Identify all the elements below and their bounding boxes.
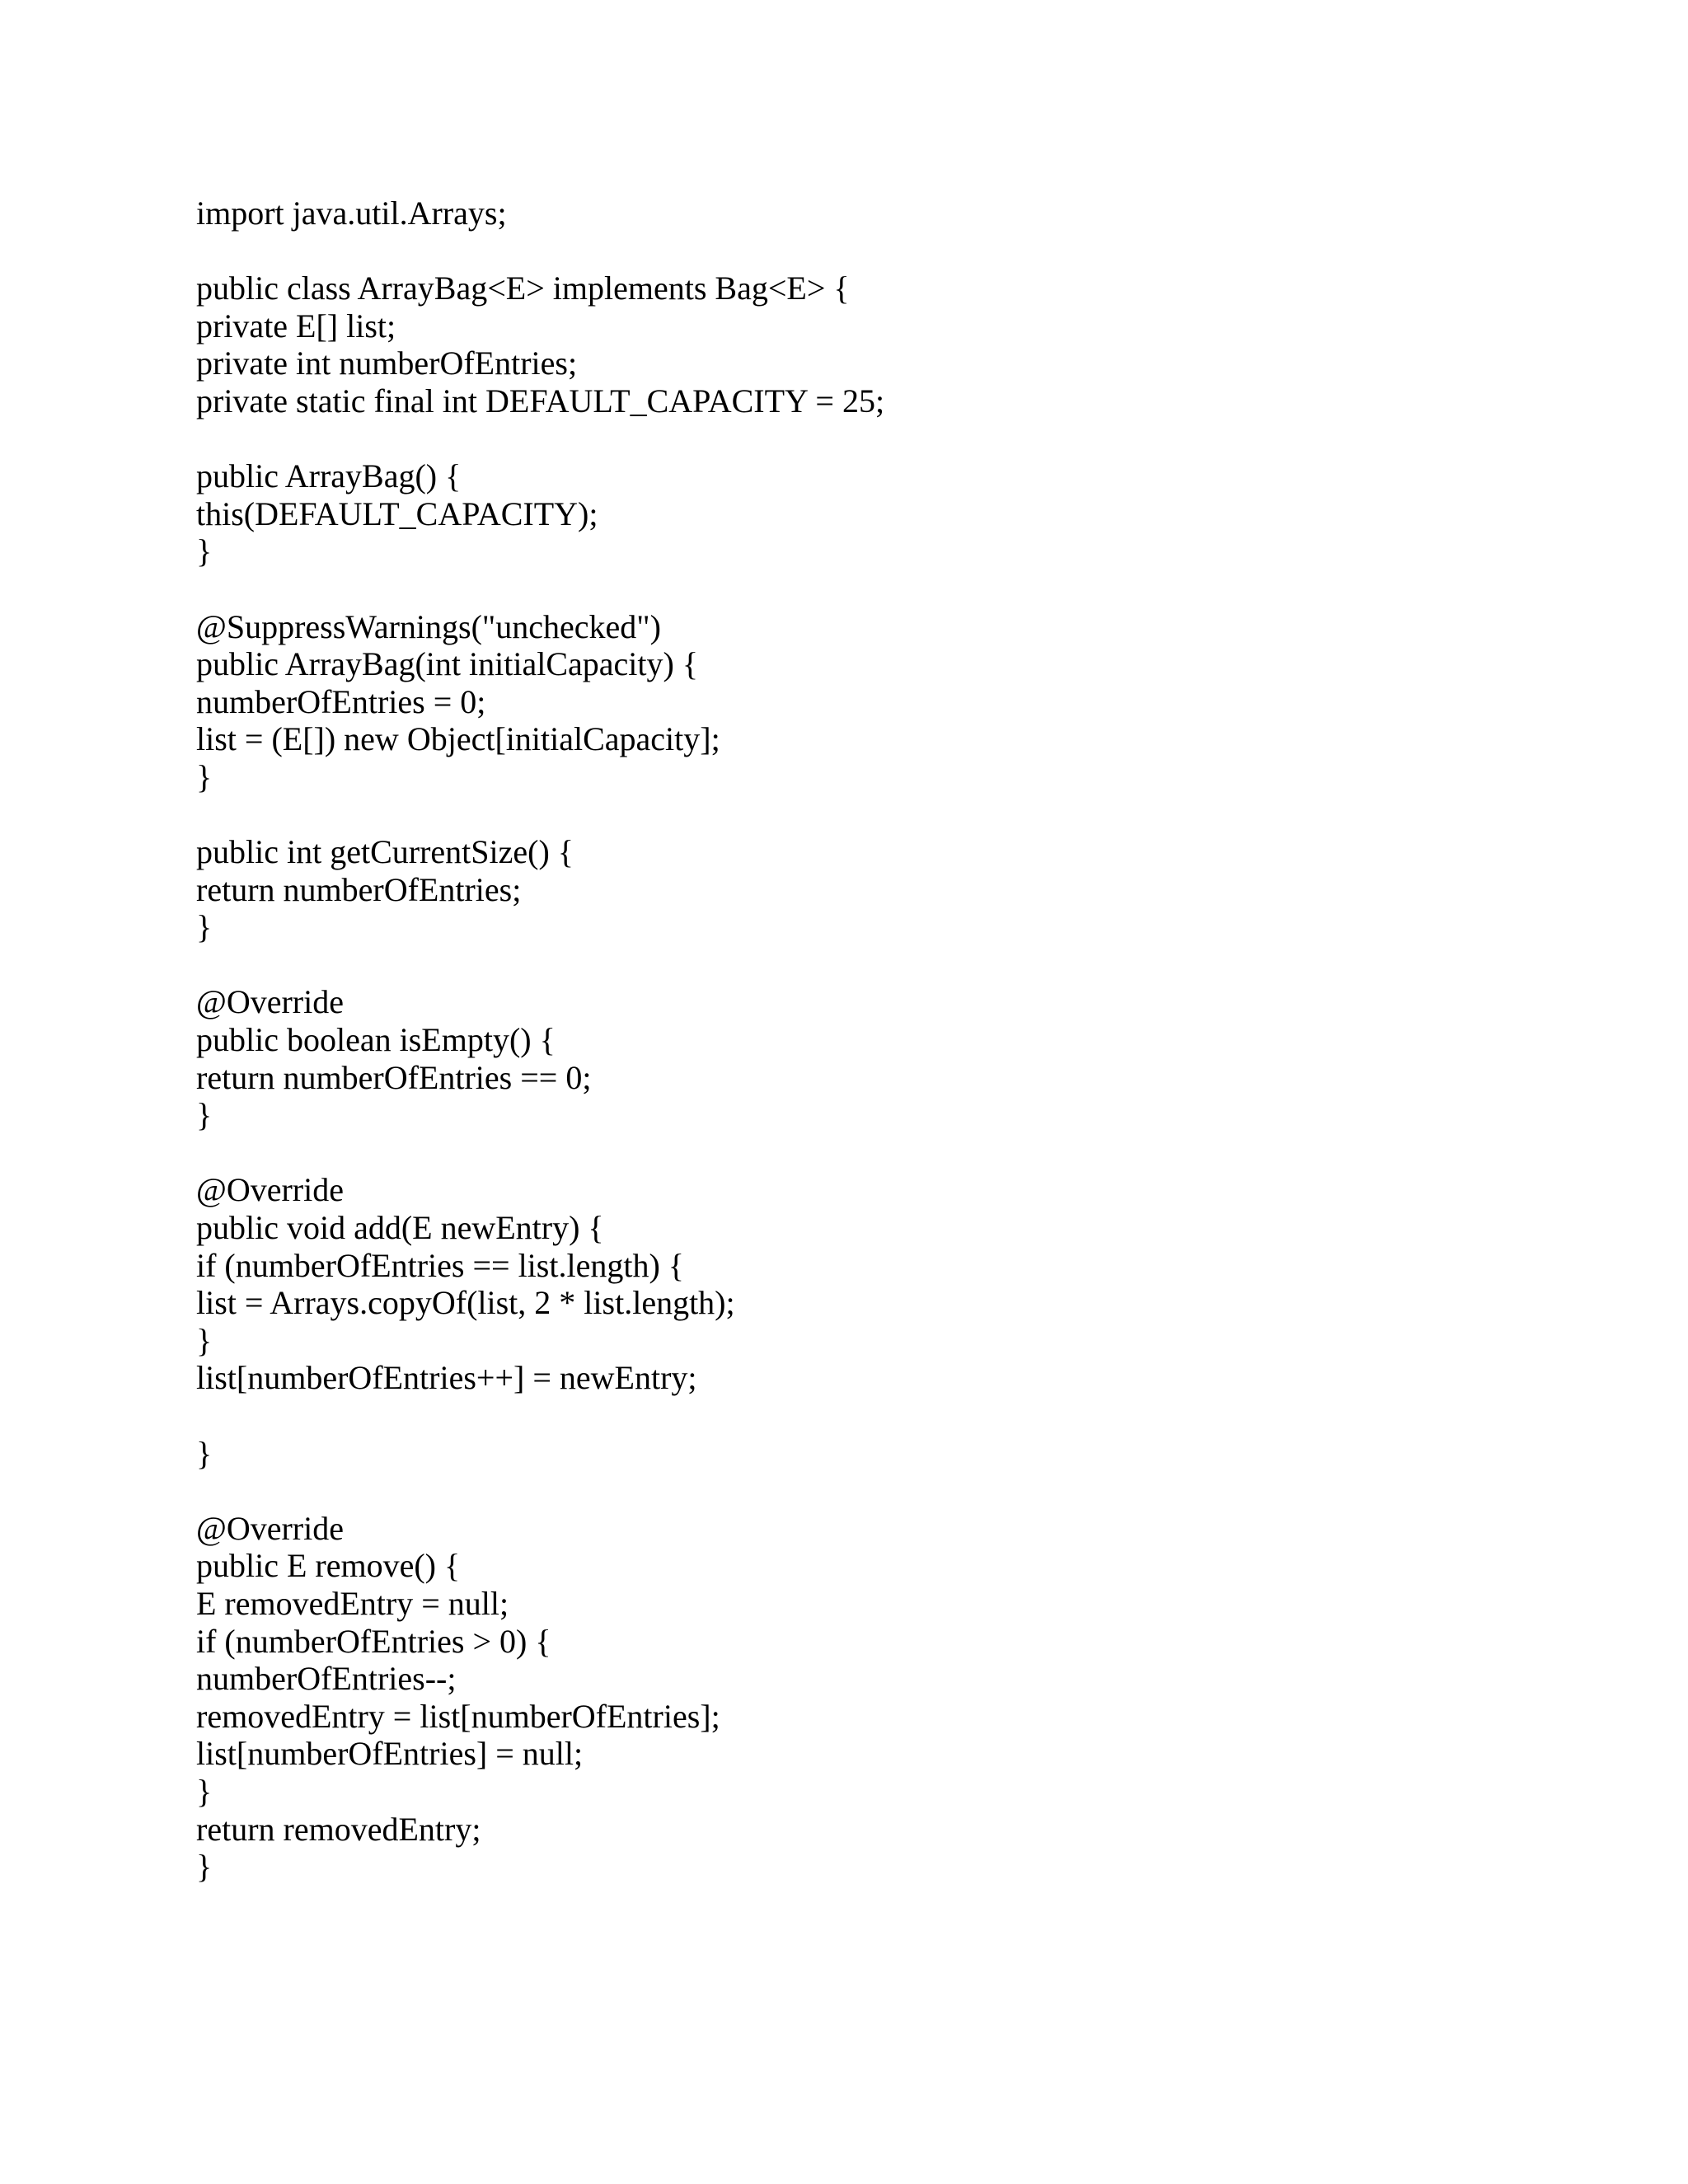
code-line: return numberOfEntries;: [196, 870, 522, 908]
code-line: public int getCurrentSize() {: [196, 833, 574, 871]
code-line: numberOfEntries = 0;: [196, 682, 486, 720]
code-line: }: [196, 1848, 213, 1886]
code-line: list = (E[]) new Object[initialCapacity];: [196, 720, 720, 758]
code-line: }: [196, 908, 213, 946]
code-line: list = Arrays.copyOf(list, 2 * list.length);: [196, 1284, 735, 1322]
code-line: numberOfEntries--;: [196, 1660, 457, 1698]
code-line: if (numberOfEntries == list.length) {: [196, 1246, 684, 1284]
code-line: return numberOfEntries == 0;: [196, 1058, 592, 1096]
code-line: private int numberOfEntries;: [196, 344, 578, 382]
code-line: }: [196, 1434, 213, 1472]
blank-line: [196, 1472, 884, 1510]
code-line: if (numberOfEntries > 0) {: [196, 1622, 551, 1660]
code-line: public ArrayBag() {: [196, 457, 462, 495]
code-line: }: [196, 757, 213, 795]
code-line: list[numberOfEntries] = null;: [196, 1735, 584, 1773]
blank-line: [196, 420, 884, 458]
code-line: }: [196, 1772, 213, 1810]
code-line: import java.util.Arrays;: [196, 194, 507, 232]
code-line: @Override: [196, 1509, 344, 1547]
blank-line: [196, 1397, 884, 1435]
code-line: public void add(E newEntry) {: [196, 1209, 604, 1247]
code-line: public ArrayBag(int initialCapacity) {: [196, 645, 699, 683]
code-line: @SuppressWarnings("unchecked"): [196, 607, 661, 645]
blank-line: [196, 946, 884, 984]
code-line: return removedEntry;: [196, 1810, 481, 1848]
code-listing: [196, 194, 884, 1886]
code-line: E removedEntry = null;: [196, 1584, 509, 1622]
code-line: }: [196, 1096, 213, 1134]
code-line: public boolean isEmpty() {: [196, 1021, 556, 1059]
code-line: }: [196, 532, 213, 570]
blank-line: [196, 1134, 884, 1172]
blank-line: [196, 232, 884, 270]
code-line: @Override: [196, 1171, 344, 1209]
blank-line: [196, 796, 884, 834]
code-line: @Override: [196, 983, 344, 1021]
code-line: list[numberOfEntries++] = newEntry;: [196, 1359, 697, 1397]
code-line: public E remove() {: [196, 1547, 461, 1585]
code-line: private E[] list;: [196, 307, 396, 344]
code-line: public class ArrayBag<E> implements Bag<E> {: [196, 269, 850, 307]
code-line: removedEntry = list[numberOfEntries];: [196, 1697, 720, 1735]
blank-line: [196, 570, 884, 608]
code-line: }: [196, 1321, 213, 1359]
code-line: private static final int DEFAULT_CAPACITY = 25;: [196, 382, 885, 419]
code-line: this(DEFAULT_CAPACITY);: [196, 494, 598, 532]
